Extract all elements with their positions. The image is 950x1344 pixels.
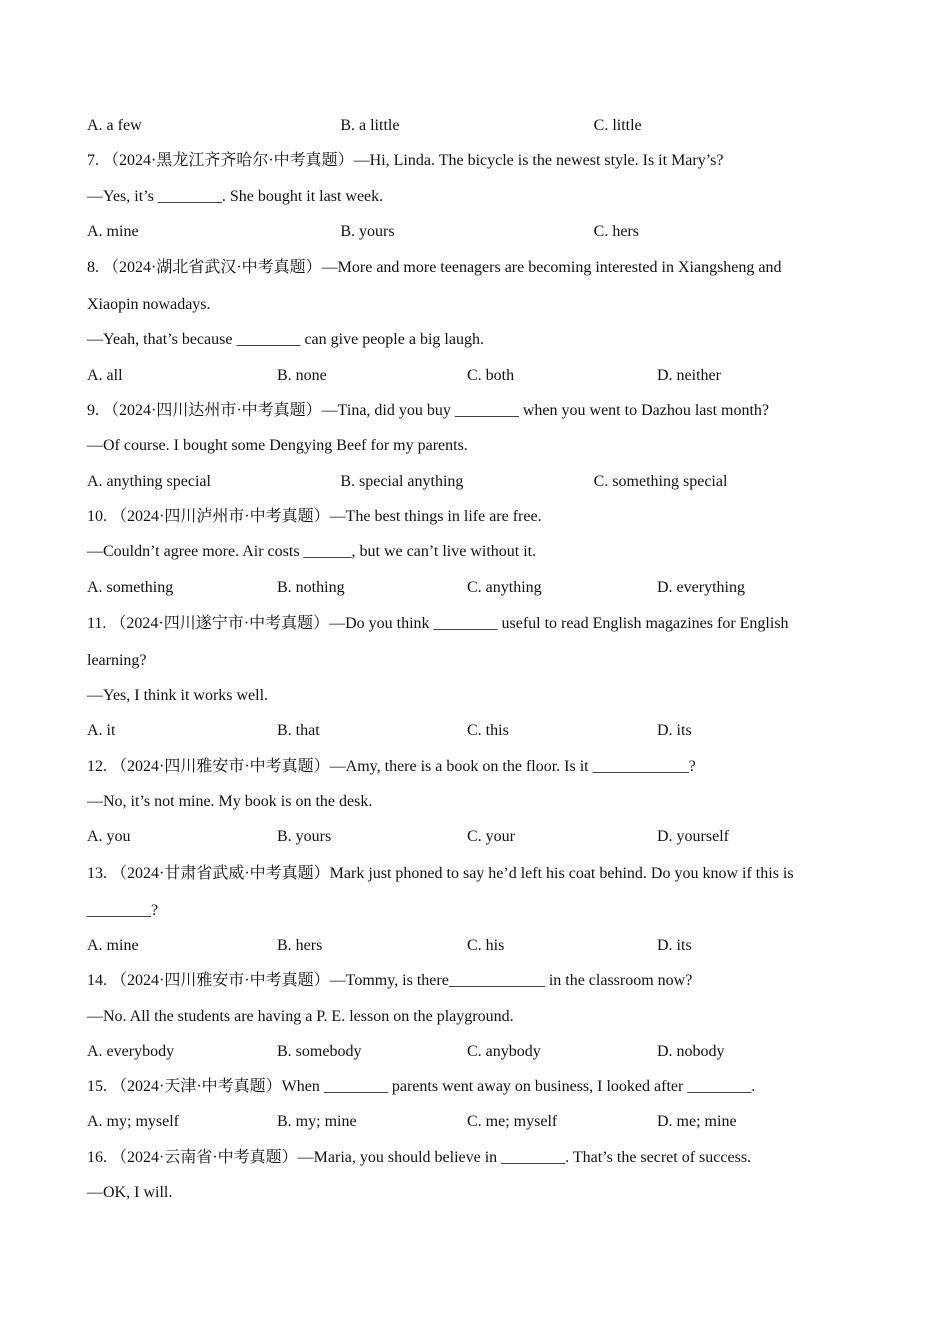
question-12: [87, 749, 847, 855]
option: A. a few: [87, 117, 142, 134]
question-text: 16. （2024·云南省·中考真题）—Maria, you should believe in ________. That’s the secret of success.: [87, 1148, 752, 1166]
option: A. it: [87, 722, 116, 740]
question-9: [87, 393, 847, 499]
option: C. anybody: [467, 1042, 541, 1060]
option: B. nothing: [277, 578, 345, 596]
question-8: [87, 249, 847, 393]
question-text: 13. （2024·甘肃省武威·中考真题）Mark just phoned to say he’d left his coat behind. Do you know if this is: [87, 864, 794, 882]
option: C. hers: [593, 222, 639, 240]
option: C. me; myself: [467, 1113, 558, 1131]
option: C. little: [593, 117, 642, 134]
option: A. everybody: [87, 1042, 175, 1060]
question-11: [87, 605, 847, 749]
question-text: 14. （2024·四川雅安市·中考真题）—Tommy, is there____________ in the classroom now?: [87, 972, 693, 990]
question-13: [87, 855, 847, 964]
option: A. you: [87, 828, 131, 846]
option: D. nobody: [657, 1042, 725, 1060]
option: A. anything special: [87, 472, 211, 490]
option: A. my; myself: [87, 1113, 179, 1131]
question-text: 11. （2024·四川遂宁市·中考真题）—Do you think ________ useful to read English magazines for English: [87, 614, 789, 632]
option: C. your: [467, 828, 515, 846]
options-row: [87, 464, 847, 499]
question-text: —Of course. I bought some Dengying Beef for my parents.: [87, 437, 468, 455]
option: B. that: [277, 722, 320, 740]
option: A. something: [87, 578, 174, 596]
option: A. mine: [87, 936, 139, 954]
options-row: [87, 1034, 847, 1069]
option: B. yours: [340, 222, 395, 240]
option: D. everything: [657, 578, 745, 596]
question-text: —Yes, it’s ________. She bought it last week.: [87, 187, 384, 205]
question-text: 15. （2024·天津·中考真题）When ________ parents went away on business, I looked after ________.: [87, 1078, 756, 1096]
option: B. special anything: [340, 472, 464, 490]
question-text: 8. （2024·湖北省武汉·中考真题）—More and more teenagers are becoming interested in Xiangsheng and: [87, 259, 782, 277]
question-text: —Yeah, that’s because ________ can give people a big laugh.: [87, 331, 484, 349]
question-text: learning?: [87, 651, 147, 669]
option: B. somebody: [277, 1042, 362, 1060]
options-row: [87, 713, 847, 748]
question-text: —Yes, I think it works well.: [87, 687, 269, 705]
option: C. this: [467, 722, 509, 740]
question-text: ________?: [87, 901, 159, 919]
question-text: 12. （2024·四川雅安市·中考真题）—Amy, there is a book on the floor. Is it ____________?: [87, 757, 696, 775]
question-14: [87, 963, 847, 1069]
option: B. my; mine: [277, 1113, 357, 1131]
options-row: [87, 570, 847, 605]
question-15: [87, 1069, 847, 1140]
option: D. neither: [657, 366, 721, 384]
options-row: [87, 108, 847, 143]
question-text: 9. （2024·四川达州市·中考真题）—Tina, did you buy ________ when you went to Dazhou last month?: [87, 402, 770, 420]
question-16: [87, 1140, 847, 1211]
option: A. mine: [87, 222, 139, 240]
options-row: [87, 819, 847, 854]
option: C. anything: [467, 578, 542, 596]
question-list: [87, 108, 847, 1210]
option: B. hers: [277, 936, 323, 954]
option: D. its: [657, 722, 692, 740]
question-text: Xiaopin nowadays.: [87, 296, 211, 314]
option: C. something special: [593, 472, 728, 490]
options-row: [87, 214, 847, 249]
question-7: [87, 143, 847, 249]
question-text: —No. All the students are having a P. E. lesson on the playground.: [87, 1007, 514, 1025]
option: D. its: [657, 936, 692, 954]
option: B. yours: [277, 828, 332, 846]
question-text: 7. （2024·黑龙江齐齐哈尔·中考真题）—Hi, Linda. The bicycle is the newest style. Is it Mary’s?: [87, 152, 724, 170]
options-row: [87, 1104, 847, 1139]
question-text: 10. （2024·四川泸州市·中考真题）—The best things in life are free.: [87, 507, 542, 525]
option: C. his: [467, 936, 505, 954]
option: A. all: [87, 366, 123, 384]
option: B. none: [277, 366, 327, 384]
question-text: —No, it’s not mine. My book is on the desk.: [87, 793, 373, 811]
option: B. a little: [340, 117, 400, 134]
question-10: [87, 499, 847, 605]
question-text: —Couldn’t agree more. Air costs ______, but we can’t live without it.: [87, 543, 537, 561]
option: D. yourself: [657, 828, 729, 846]
options-row: [87, 928, 847, 963]
option: C. both: [467, 366, 515, 384]
question-text: —OK, I will.: [87, 1184, 173, 1202]
options-row: [87, 358, 847, 393]
option: D. me; mine: [657, 1113, 737, 1131]
